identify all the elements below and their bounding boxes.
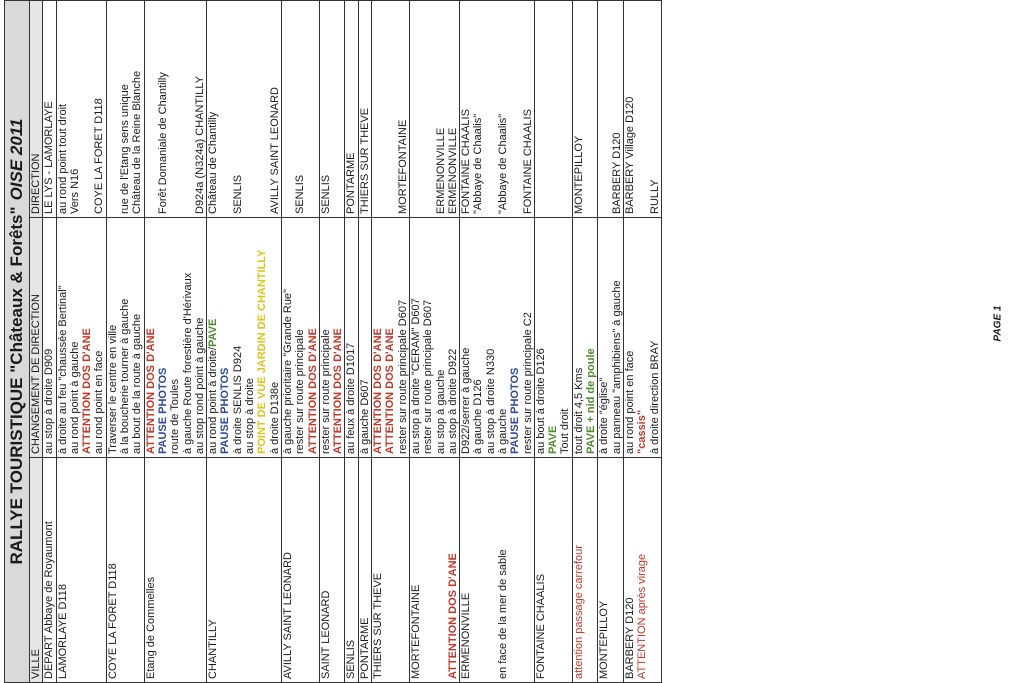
cell-ville bbox=[345, 457, 357, 682]
cell-chg bbox=[359, 217, 371, 457]
cell-dir bbox=[345, 1, 357, 217]
cell-ville bbox=[57, 457, 106, 682]
route-table bbox=[30, 0, 662, 683]
cell-line: rester sur route principale C2 bbox=[521, 312, 534, 454]
cell-line: rester sur route principale D607 bbox=[396, 299, 409, 454]
cell-line: au stop à droite D922 bbox=[446, 348, 459, 454]
cell-line bbox=[485, 4, 497, 214]
cell-ville bbox=[145, 457, 206, 682]
cell-line: ERMENONVILLE bbox=[434, 127, 447, 214]
cell-line: ERMENONVILLE bbox=[446, 127, 459, 214]
cell-line bbox=[107, 4, 119, 214]
cell-line: PONTARME bbox=[358, 617, 371, 679]
cell-line: au stop à droite N330 bbox=[484, 348, 497, 454]
cell-line: ATTENTION DOS D'ANE bbox=[144, 328, 157, 454]
cell-ville bbox=[624, 457, 661, 682]
table-row bbox=[282, 0, 320, 683]
cell-line: au rond point à droite/PAVE bbox=[207, 318, 220, 454]
cell-line: RULLY bbox=[648, 179, 661, 214]
cell-line: PAUSE PHOTOS bbox=[509, 367, 522, 454]
cell-line: à droite SENLIS D924 bbox=[231, 345, 244, 454]
cell-dir bbox=[535, 1, 572, 217]
cell-line: LAMORLAYE D118 bbox=[56, 584, 69, 679]
cell-line: POINT DE VUE JARDIN DE CHANTILLY bbox=[256, 249, 269, 454]
cell-dir bbox=[573, 1, 598, 217]
cell-line: Vers N16 bbox=[68, 168, 81, 214]
cell-line bbox=[649, 461, 661, 679]
header-direction: DIRECTION bbox=[30, 153, 42, 214]
cell-line bbox=[547, 461, 559, 679]
table-row bbox=[598, 0, 624, 683]
cell-chg bbox=[573, 217, 598, 457]
cell-dir bbox=[598, 1, 623, 217]
cell-line bbox=[332, 4, 344, 214]
cell-line bbox=[559, 4, 571, 214]
cell-line: DEPART Abbaye de Royaumont bbox=[43, 521, 56, 679]
table-row bbox=[57, 0, 107, 683]
cell-line bbox=[384, 461, 396, 679]
cell-chg bbox=[535, 217, 572, 457]
cell-line: à droite "église" bbox=[598, 377, 611, 454]
cell-line bbox=[244, 461, 256, 679]
cell-line bbox=[585, 4, 597, 214]
cell-ville bbox=[320, 457, 345, 682]
cell-line: à gauche bbox=[496, 408, 509, 454]
cell-line: SENLIS bbox=[294, 174, 307, 214]
cell-line: Forêt Domaniale de Chantilly bbox=[156, 72, 169, 214]
cell-line: ATTENTION après virage bbox=[636, 553, 649, 679]
cell-line: au stop à droite "CERAM" D607 bbox=[409, 298, 422, 454]
cell-chg bbox=[372, 217, 409, 457]
cell-line: au rond point tout droit bbox=[56, 103, 69, 214]
cell-dir bbox=[372, 1, 409, 217]
page-number: PAGE 1 bbox=[992, 305, 1004, 342]
cell-line: Château de Chantilly bbox=[207, 111, 220, 214]
cell-line: au stop rond point à gauche bbox=[193, 317, 206, 454]
cell-line bbox=[485, 461, 497, 679]
cell-line bbox=[307, 461, 319, 679]
cell-line: D922/serrer à gauche bbox=[460, 347, 473, 454]
table-row bbox=[535, 0, 573, 683]
cell-line bbox=[169, 4, 181, 214]
cell-line bbox=[145, 4, 157, 214]
cell-line: "Abbaye de Chaalis" bbox=[496, 113, 509, 214]
cell-dir bbox=[57, 1, 106, 217]
cell-line bbox=[509, 461, 521, 679]
cell-line bbox=[397, 461, 409, 679]
cell-line bbox=[81, 4, 93, 214]
cell-line: FONTAINE CHAALIS bbox=[534, 574, 547, 679]
cell-chg bbox=[43, 217, 55, 457]
cell-dir bbox=[145, 1, 206, 217]
cell-line: ATTENTION DOS D'ANE bbox=[446, 553, 459, 679]
cell-line: THIERS SUR THEVE bbox=[358, 107, 371, 214]
cell-ville bbox=[598, 457, 623, 682]
cell-line bbox=[182, 4, 194, 214]
cell-ville bbox=[282, 457, 319, 682]
cell-line: AVILLY SAINT LEONARD bbox=[268, 87, 281, 214]
cell-line: PAUSE PHOTOS bbox=[156, 367, 169, 454]
cell-line bbox=[547, 4, 559, 214]
cell-line bbox=[131, 461, 143, 679]
cell-line bbox=[69, 461, 81, 679]
cell-line bbox=[282, 4, 294, 214]
cell-line: THIERS SUR THEVE bbox=[372, 572, 385, 679]
cell-line: "Abbaye de Chaalis" bbox=[472, 113, 485, 214]
cell-line: PAVE + nid de poule bbox=[585, 348, 598, 454]
cell-line bbox=[256, 461, 268, 679]
cell-line: BARBERY D120 bbox=[623, 597, 636, 679]
table-row bbox=[145, 0, 207, 683]
cell-line bbox=[585, 461, 597, 679]
cell-line: à gauche D126 bbox=[472, 379, 485, 454]
cell-line bbox=[509, 4, 521, 214]
cell-chg bbox=[410, 217, 459, 457]
cell-line bbox=[119, 461, 131, 679]
cell-line bbox=[472, 461, 484, 679]
cell-line: à droite au feu "chaussée Bertinal" bbox=[56, 285, 69, 454]
cell-chg bbox=[207, 217, 281, 457]
cell-chg bbox=[145, 217, 206, 457]
table-row bbox=[410, 0, 460, 683]
cell-line: au rond point à gauche bbox=[68, 341, 81, 454]
cell-line: au panneau "amphibiens" à gauche bbox=[610, 280, 623, 454]
cell-line: rester sur route principale bbox=[319, 329, 332, 454]
cell-chg bbox=[460, 217, 534, 457]
cell-line: rester sur route principale bbox=[294, 329, 307, 454]
cell-ville bbox=[43, 457, 55, 682]
cell-line: LE LYS - LAMORLAYE bbox=[43, 101, 56, 214]
table-row bbox=[43, 0, 56, 683]
cell-line: PONTARME bbox=[345, 152, 358, 214]
cell-line: COYE LA FORET D118 bbox=[106, 563, 119, 679]
cell-chg bbox=[282, 217, 319, 457]
cell-line bbox=[559, 461, 571, 679]
cell-line: au rond point en face bbox=[93, 350, 106, 454]
cell-line: au stop à droite D909 bbox=[43, 348, 56, 454]
cell-dir bbox=[460, 1, 534, 217]
cell-line: Etang de Commelles bbox=[144, 576, 157, 679]
cell-line: FONTAINE CHAALIS bbox=[460, 109, 473, 214]
cell-line bbox=[157, 461, 169, 679]
cell-line: Traverser le centre en ville bbox=[106, 324, 119, 454]
cell-dir bbox=[207, 1, 281, 217]
cell-ville bbox=[107, 457, 144, 682]
cell-ville bbox=[410, 457, 459, 682]
cell-dir bbox=[624, 1, 661, 217]
cell-line bbox=[194, 461, 206, 679]
cell-line: au rond point en face bbox=[623, 350, 636, 454]
cell-line: COYE LA FORET D118 bbox=[93, 98, 106, 214]
cell-line: à la boucherie tourner à gauche bbox=[119, 298, 132, 454]
cell-line: ATTENTION DOS D'ANE bbox=[332, 328, 345, 454]
cell-ville bbox=[573, 457, 598, 682]
cell-line bbox=[307, 4, 319, 214]
cell-line: au bout de la route à gauche bbox=[131, 313, 144, 454]
cell-line: Château de la Reine Blanche bbox=[131, 70, 144, 214]
cell-line: PAUSE PHOTOS bbox=[219, 367, 232, 454]
cell-line bbox=[410, 4, 422, 214]
cell-line: MORTEFONTAINE bbox=[409, 584, 422, 679]
cell-line: SENLIS bbox=[231, 174, 244, 214]
cell-line bbox=[219, 461, 231, 679]
cell-line: au feux à droite D1017 bbox=[345, 342, 358, 454]
cell-line bbox=[384, 4, 396, 214]
table-row bbox=[573, 0, 599, 683]
cell-dir bbox=[282, 1, 319, 217]
cell-line: MORTEFONTAINE bbox=[396, 119, 409, 214]
document-title bbox=[4, 0, 30, 683]
cell-chg bbox=[624, 217, 661, 457]
cell-line bbox=[522, 461, 534, 679]
cell-ville bbox=[460, 457, 534, 682]
cell-line bbox=[332, 461, 344, 679]
cell-line bbox=[611, 461, 623, 679]
cell-line: ATTENTION DOS D'ANE bbox=[81, 328, 94, 454]
cell-line: à droite direction BRAY bbox=[648, 340, 661, 454]
cell-ville bbox=[359, 457, 371, 682]
cell-line: route de Toules bbox=[169, 378, 182, 454]
cell-dir bbox=[359, 1, 371, 217]
cell-line bbox=[598, 4, 610, 214]
cell-line: rue de l'Etang sens unique bbox=[119, 84, 132, 214]
cell-line: ERMENONVILLE bbox=[460, 592, 473, 679]
cell-line: PAVE bbox=[547, 425, 560, 454]
cell-line: AVILLY SAINT LEONARD bbox=[281, 552, 294, 679]
table-row bbox=[359, 0, 372, 683]
cell-ville bbox=[207, 457, 281, 682]
cell-line: SAINT LEONARD bbox=[319, 590, 332, 679]
cell-line: MONTEPILLOY bbox=[598, 600, 611, 679]
cell-line: FONTAINE CHAALIS bbox=[521, 109, 534, 214]
cell-line bbox=[93, 461, 105, 679]
table-row bbox=[207, 0, 282, 683]
cell-dir bbox=[320, 1, 345, 217]
cell-line: "cassis" bbox=[636, 409, 649, 454]
cell-chg bbox=[107, 217, 144, 457]
cell-line: à gauche Route forestière d'Hérivaux bbox=[181, 272, 194, 454]
cell-line: attention passage carrefour bbox=[572, 545, 585, 679]
cell-line: BARBERY D120 bbox=[610, 132, 623, 214]
cell-chg bbox=[598, 217, 623, 457]
cell-line bbox=[182, 461, 194, 679]
table-row bbox=[460, 0, 535, 683]
cell-line bbox=[422, 461, 434, 679]
cell-line bbox=[435, 461, 447, 679]
cell-line: au bout à droite D126 bbox=[534, 348, 547, 454]
cell-line bbox=[232, 461, 244, 679]
cell-dir bbox=[410, 1, 459, 217]
cell-line: MONTEPILLOY bbox=[572, 135, 585, 214]
cell-line bbox=[269, 461, 281, 679]
cell-line bbox=[81, 461, 93, 679]
cell-line bbox=[219, 4, 231, 214]
cell-line: CHANTILLY bbox=[207, 619, 220, 679]
cell-line: au stop à droite bbox=[244, 378, 257, 454]
cell-line bbox=[535, 4, 547, 214]
table-row bbox=[372, 0, 410, 683]
header-changement: CHANGEMENT DE DIRECTION bbox=[30, 217, 42, 457]
cell-line bbox=[256, 4, 268, 214]
table-row bbox=[107, 0, 145, 683]
cell-line: au stop à gauche bbox=[434, 369, 447, 454]
cell-line: BARBERY Village D120 bbox=[623, 96, 636, 214]
cell-line: en face de la mer de sable bbox=[496, 549, 509, 679]
cell-line bbox=[422, 4, 434, 214]
table-row bbox=[320, 0, 346, 683]
table-row bbox=[624, 0, 662, 683]
cell-line: à gauche prioritaire "Grande Rue" bbox=[281, 289, 294, 454]
cell-line bbox=[372, 4, 384, 214]
cell-line: rester sur route principale D607 bbox=[422, 299, 435, 454]
cell-chg bbox=[345, 217, 357, 457]
cell-line: à droite D138e bbox=[268, 381, 281, 454]
cell-line bbox=[294, 461, 306, 679]
cell-ville bbox=[372, 457, 409, 682]
cell-line: ATTENTION DOS D'ANE bbox=[384, 328, 397, 454]
cell-line bbox=[169, 461, 181, 679]
title-sub: OISE 2011 bbox=[7, 118, 26, 201]
cell-line: Tout droit bbox=[559, 408, 572, 454]
header-ville: VILLE bbox=[30, 457, 42, 682]
cell-line: D924a (N324a) CHANTILLY bbox=[193, 76, 206, 214]
cell-line: à gauche D607 bbox=[358, 379, 371, 454]
cell-chg bbox=[320, 217, 345, 457]
title-main: RALLYE TOURISTIQUE "Châteaux & Forêts" bbox=[7, 206, 26, 565]
cell-dir bbox=[107, 1, 144, 217]
cell-ville bbox=[535, 457, 572, 682]
cell-dir bbox=[43, 1, 55, 217]
cell-line: SENLIS bbox=[345, 639, 358, 679]
table-header-row bbox=[30, 0, 43, 683]
cell-line bbox=[636, 4, 648, 214]
cell-line bbox=[244, 4, 256, 214]
cell-line: ATTENTION DOS D'ANE bbox=[372, 328, 385, 454]
cell-line: SENLIS bbox=[319, 174, 332, 214]
cell-line: tout droit 4,5 Kms bbox=[572, 367, 585, 454]
table-row bbox=[345, 0, 358, 683]
cell-line: ATTENTION DOS D'ANE bbox=[306, 328, 319, 454]
table-body bbox=[43, 0, 662, 683]
cell-chg bbox=[57, 217, 106, 457]
